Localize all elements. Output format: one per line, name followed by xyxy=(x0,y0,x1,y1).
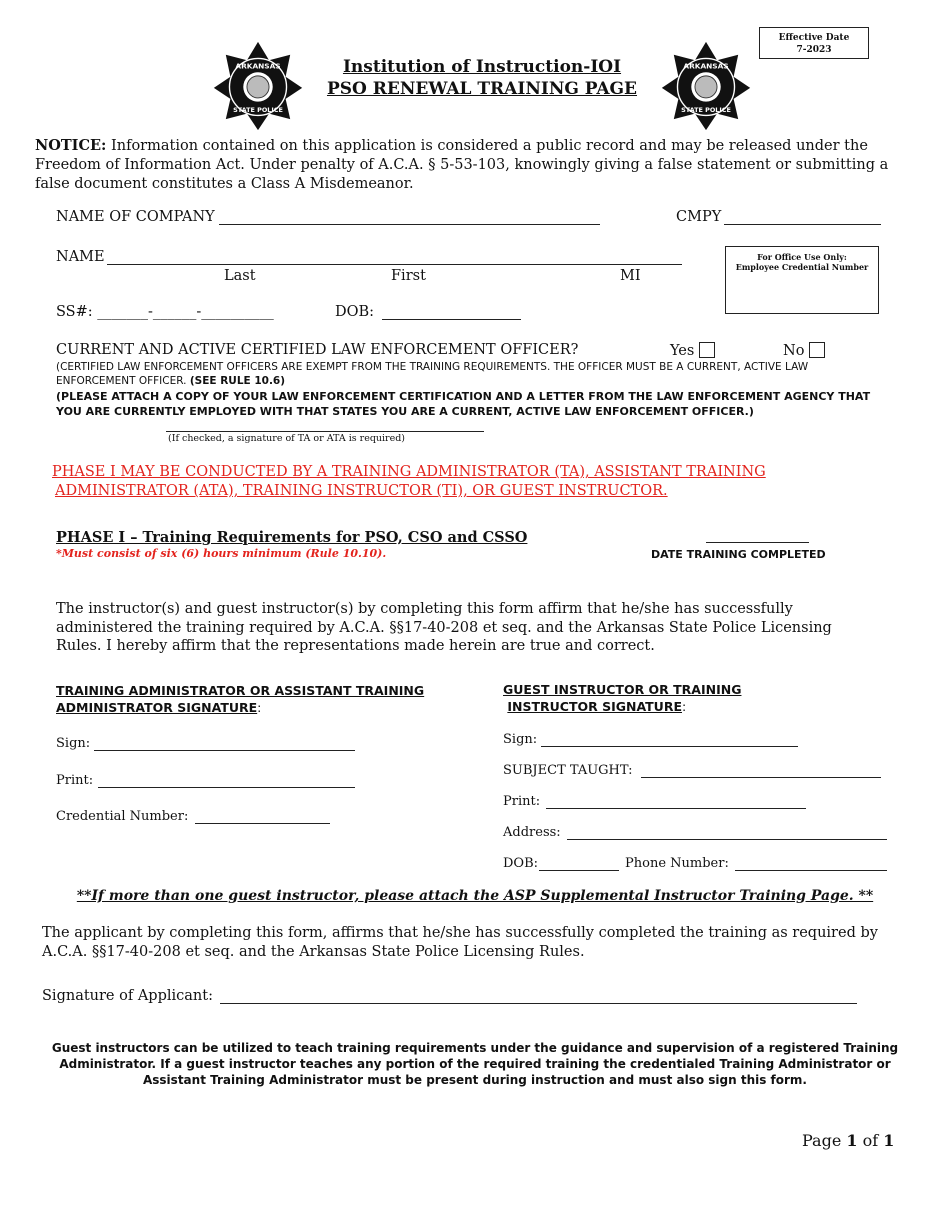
ta-heading-line1: TRAINING ADMINISTRATOR OR ASSISTANT TRAINING xyxy=(56,683,425,698)
of-label: of xyxy=(862,1131,879,1150)
cmpy-field[interactable] xyxy=(724,224,881,225)
badge-text-bottom: STATE POLICE xyxy=(233,105,283,114)
gi-address-field[interactable] xyxy=(567,839,887,840)
gi-heading-line1: GUEST INSTRUCTOR OR TRAINING xyxy=(503,682,742,697)
gi-heading-line2: INSTRUCTOR SIGNATURE xyxy=(507,699,682,714)
form-title: Institution of Instruction-IOI xyxy=(342,57,622,77)
notice-label: NOTICE: xyxy=(35,137,107,154)
ta-heading-colon: : xyxy=(257,700,262,715)
gi-dob-field[interactable] xyxy=(539,870,619,871)
attach-note: (PLEASE ATTACH A COPY OF YOUR LAW ENFORCEMENT CERTIFICATION AND A LETTER FROM THE LAW ENFORCEMENT AGENCY THAT YOU ARE CURRENTLY EMPLOYED WITH THAT STATES YOU ARE A CURRENT, ACTIVE LAW ENFORCEMENT OFFICER.) xyxy=(56,390,871,418)
badge-text-top: ARKANSAS xyxy=(683,61,729,71)
company-label: NAME OF COMPANY xyxy=(56,209,215,225)
gi-dob-label: DOB: xyxy=(503,856,539,871)
badge-text-top: ARKANSAS xyxy=(235,61,281,71)
page-total: 1 xyxy=(883,1131,895,1150)
checked-note: (If checked, a signature of TA or ATA is required) xyxy=(168,433,406,444)
applicant-affirmation: The applicant by completing this form, affirms that he/she has successfully completed the training as required by A.C.A. §§17-40-208 et seq. and the Arkansas State Police Licensing Rules. xyxy=(42,925,878,960)
exempt-text: (CERTIFIED LAW ENFORCEMENT OFFICERS ARE EXEMPT FROM THE TRAINING REQUIREMENTS. THE OFFICER MUST BE A CURRENT, ACTIVE LAW ENFORCEMENT OFFICER. xyxy=(56,361,809,387)
effective-date-value: 7-2023 xyxy=(796,45,832,55)
applicant-signature-label: Signature of Applicant: xyxy=(42,988,213,1004)
exempt-note xyxy=(56,361,876,388)
gi-heading-colon: : xyxy=(682,699,687,714)
ss-field[interactable]: SS#: _______-______-__________ xyxy=(56,304,274,320)
date-completed-label: DATE TRAINING COMPLETED xyxy=(651,548,826,561)
gi-phone-label: Phone Number: xyxy=(625,856,729,871)
ta-sign-field[interactable] xyxy=(94,750,355,751)
phase1-heading: PHASE I – Training Requirements for PSO, CSO and CSSO xyxy=(56,529,528,546)
no-label: No xyxy=(783,343,805,359)
phase-notice-line1: PHASE I MAY BE CONDUCTED BY A TRAINING ADMINISTRATOR (TA), ASSISTANT TRAINING xyxy=(52,464,766,480)
guest-instructor-policy: Guest instructors can be utilized to teach training requirements under the guidance and supervision of a registered Training Administrator. If a guest instructor teaches any portion of the required training the credentialed Training Administrator or Assistant Training Administrator must be present during instruction and must also sign this form. xyxy=(51,1041,899,1087)
instructor-affirmation: The instructor(s) and guest instructor(s) by completing this form affirm that he/she has successfully administered the training required by A.C.A. §§17-40-208 et seq. and the Arkansas State Police Licensing Rules. I hereby affirm that the representations made herein are true and correct. xyxy=(56,601,832,654)
page-indicator xyxy=(802,1131,894,1150)
gi-print-label: Print: xyxy=(503,794,541,809)
gi-subject-field[interactable] xyxy=(641,777,881,778)
cmpy-label: CMPY xyxy=(676,209,722,225)
ta-heading-line2: ADMINISTRATOR SIGNATURE xyxy=(56,700,258,715)
ta-heading xyxy=(56,682,424,716)
state-police-badge-right xyxy=(660,40,752,132)
office-use-line2: Employee Credential Number xyxy=(735,262,869,272)
ta-print-label: Print: xyxy=(56,773,94,788)
dob-label: DOB: xyxy=(335,304,375,320)
officer-question: CURRENT AND ACTIVE CERTIFIED LAW ENFORCEMENT OFFICER? xyxy=(56,342,579,358)
name-field[interactable] xyxy=(107,264,682,265)
phase1-requirement: *Must consist of six (6) hours minimum (Rule 10.10). xyxy=(56,547,387,560)
gi-subject-label: SUBJECT TAUGHT: xyxy=(503,763,633,778)
office-use-line1: For Office Use Only: xyxy=(757,252,847,262)
applicant-signature-field[interactable] xyxy=(220,1003,857,1004)
last-name-label: Last xyxy=(224,268,256,284)
name-label: NAME xyxy=(56,249,105,265)
ta-sign-label: Sign: xyxy=(56,736,91,751)
date-completed-field[interactable] xyxy=(706,542,809,543)
yes-checkbox[interactable] xyxy=(699,342,715,358)
form-subtitle: PSO RENEWAL TRAINING PAGE xyxy=(326,79,638,99)
supplemental-note: **If more than one guest instructor, please attach the ASP Supplemental Instructor Training Page. ** xyxy=(76,888,874,904)
ta-signature-line[interactable] xyxy=(166,431,484,432)
dob-field[interactable] xyxy=(382,319,521,320)
yes-label: Yes xyxy=(670,343,695,359)
ta-credential-label: Credential Number: xyxy=(56,809,189,824)
rule-reference: (SEE RULE 10.6) xyxy=(189,374,286,387)
state-police-badge-left xyxy=(212,40,304,132)
effective-date-box xyxy=(759,27,869,59)
company-field[interactable] xyxy=(219,224,600,225)
notice xyxy=(35,136,905,194)
notice-text: Information contained on this application is considered a public record and may be released under the Freedom of Information Act. Under penalty of A.C.A. § 5-53-103, knowingly giving a false statement or submitting a false document constitutes a Class A Misdemeanor. xyxy=(35,138,889,192)
gi-print-field[interactable] xyxy=(546,808,806,809)
page-number: 1 xyxy=(846,1131,858,1150)
badge-text-bottom: STATE POLICE xyxy=(681,105,731,114)
page-label: Page xyxy=(802,1131,842,1150)
ta-credential-field[interactable] xyxy=(195,823,330,824)
phase-notice-line2: ADMINISTRATOR (ATA), TRAINING INSTRUCTOR (TI), OR GUEST INSTRUCTOR. xyxy=(55,483,668,499)
gi-sign-field[interactable] xyxy=(541,746,798,747)
mi-label: MI xyxy=(620,268,641,284)
gi-address-label: Address: xyxy=(503,825,561,840)
gi-phone-field[interactable] xyxy=(735,870,887,871)
effective-date-label: Effective Date xyxy=(778,33,850,43)
office-use-box xyxy=(725,246,879,314)
gi-heading xyxy=(503,681,741,715)
no-checkbox[interactable] xyxy=(809,342,825,358)
first-name-label: First xyxy=(391,268,426,284)
gi-sign-label: Sign: xyxy=(503,732,538,747)
ta-print-field[interactable] xyxy=(98,787,355,788)
